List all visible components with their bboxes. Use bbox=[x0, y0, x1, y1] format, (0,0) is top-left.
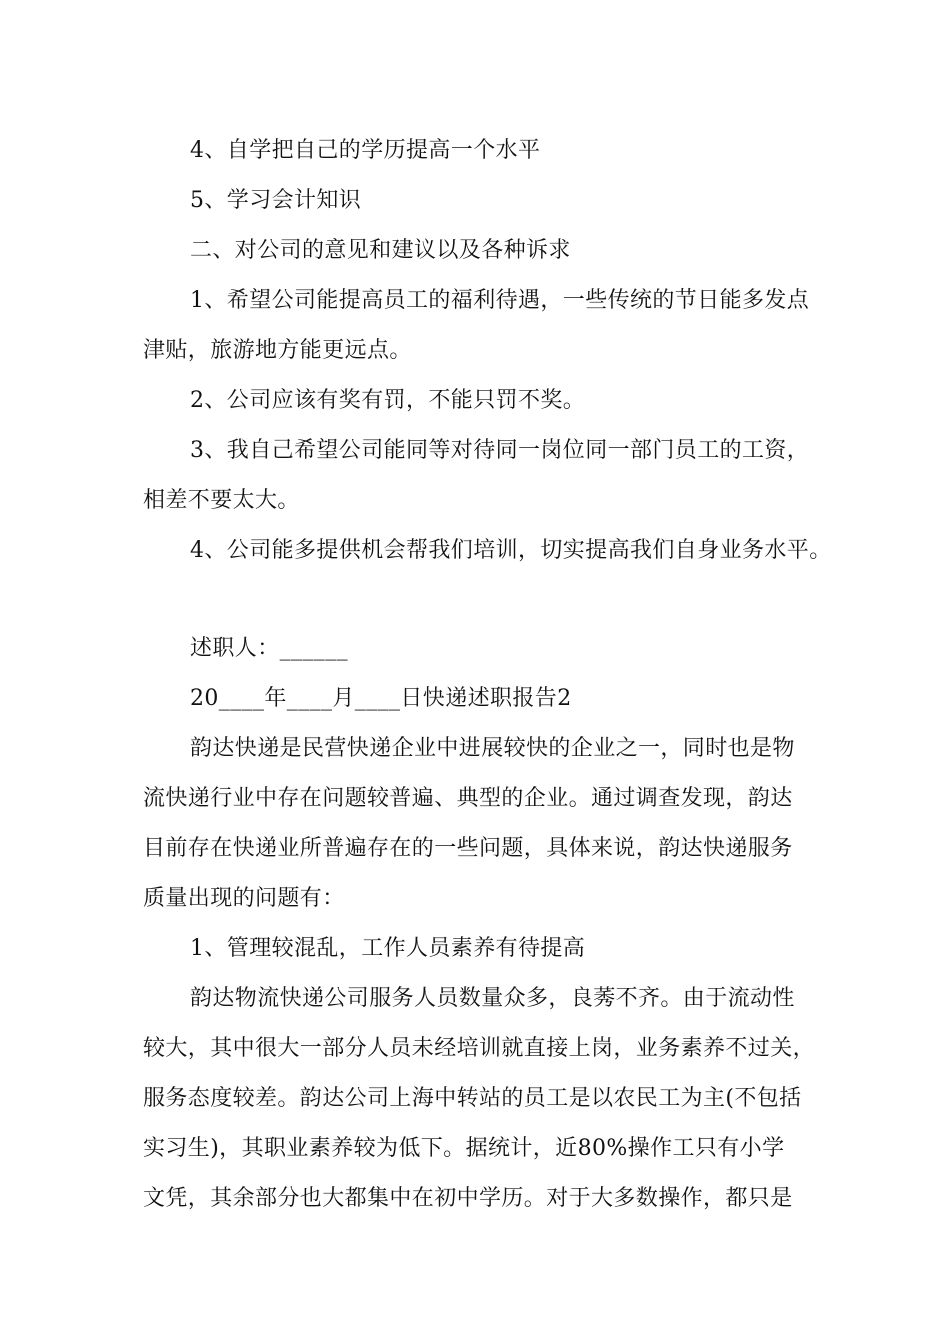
paragraph-line: 3、我自己希望公司能同等对待同一岗位同一部门员工的工资， bbox=[190, 438, 810, 463]
paragraph-line: 相差不要太大。 bbox=[143, 488, 300, 513]
section-heading-suggestions: 二、对公司的意见和建议以及各种诉求 bbox=[190, 238, 571, 263]
subheading-management: 1、管理较混乱，工作人员素养有待提高 bbox=[190, 936, 586, 961]
paragraph-line: 津贴，旅游地方能更远点。 bbox=[143, 338, 412, 363]
paragraph-line: 韵达快递是民营快递企业中进展较快的企业之一，同时也是物 bbox=[190, 736, 795, 761]
date-title-line: 20____年____月____日快递述职报告2 bbox=[190, 686, 572, 711]
paragraph-line: 文凭，其余部分也大都集中在初中学历。对于大多数操作，都只是 bbox=[143, 1186, 793, 1211]
paragraph-line: 流快递行业中存在问题较普遍、典型的企业。通过调查发现，韵达 bbox=[143, 786, 793, 811]
signature-line: 述职人：______ bbox=[190, 636, 349, 661]
paragraph-line: 目前存在快递业所普遍存在的一些问题，具体来说，韵达快递服务 bbox=[143, 836, 793, 861]
list-item-accounting: 5、学习会计知识 bbox=[190, 188, 362, 213]
list-item-self-study: 4、自学把自己的学历提高一个水平 bbox=[190, 138, 541, 163]
paragraph-line: 1、希望公司能提高员工的福利待遇，一些传统的节日能多发点 bbox=[190, 288, 810, 313]
paragraph-line: 质量出现的问题有： bbox=[143, 886, 345, 911]
paragraph-line: 韵达物流快递公司服务人员数量众多，良莠不齐。由于流动性 bbox=[190, 986, 795, 1011]
paragraph-line: 服务态度较差。韵达公司上海中转站的员工是以农民工为主(不包括 bbox=[143, 1086, 802, 1111]
paragraph-line: 2、公司应该有奖有罚，不能只罚不奖。 bbox=[190, 388, 586, 413]
paragraph-line: 4、公司能多提供机会帮我们培训，切实提高我们自身业务水平。 bbox=[190, 538, 832, 563]
paragraph-line: 较大，其中很大一部分人员未经培训就直接上岗，业务素养不过关， bbox=[143, 1036, 816, 1061]
paragraph-line: 实习生)，其职业素养较为低下。据统计，近80%操作工只有小学 bbox=[143, 1136, 785, 1161]
